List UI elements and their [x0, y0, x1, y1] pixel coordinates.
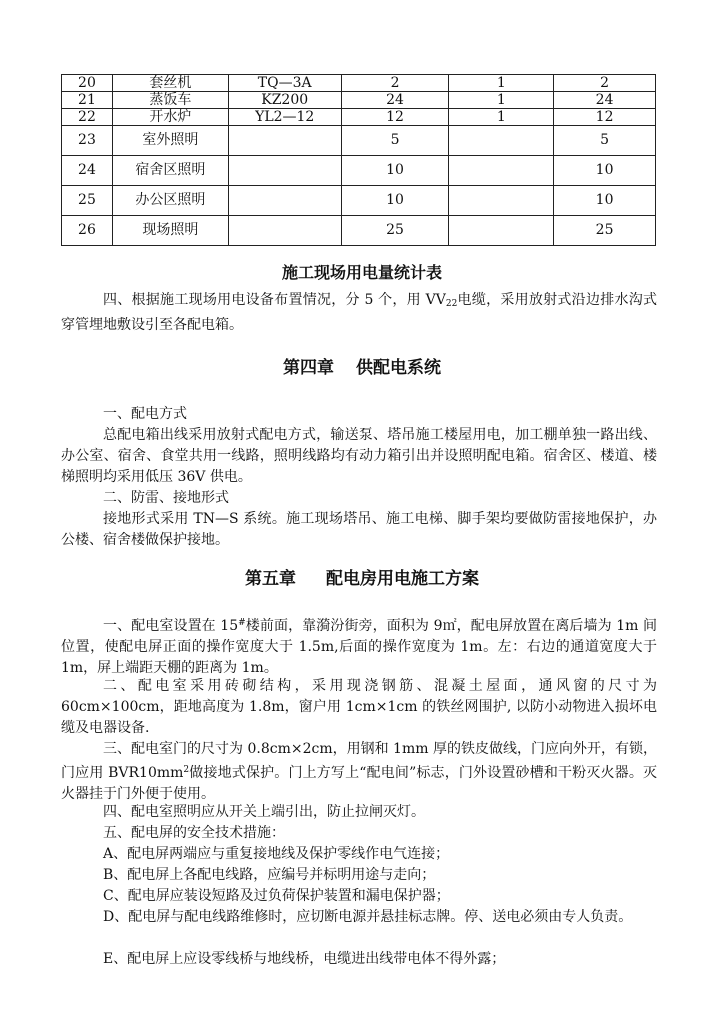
cell-qty2	[449, 126, 554, 156]
cell-total: 5	[554, 126, 656, 156]
cell-model	[228, 126, 341, 156]
list-item: B、配电屏上各配电线路，应编号并标明用途与走向；	[103, 867, 436, 883]
cell-qty2: 1	[449, 109, 554, 126]
cell-qty1: 5	[341, 126, 449, 156]
cell-no: 21	[62, 92, 113, 109]
cell-total: 12	[554, 109, 656, 126]
cell-total: 24	[554, 92, 656, 109]
table-row	[62, 75, 656, 92]
chapter-5-heading	[0, 567, 724, 591]
body-paragraph: 二、配电室采用砖砌结构，采用现浇钢筋、混凝土屋面，通风窗的尺寸为 60cm×100cm，距地高度为 1.8m，窗户用 1cm×1cm 的铁丝网围护, 以防小动物进入损坏电缆及电器设备.	[61, 678, 657, 736]
list-item: E、配电屏上应设零线桥与地线桥，电缆进出线带电体不得外露；	[103, 951, 506, 967]
list-item: A、配电屏两端应与重复接地线及保护零线作电气连接；	[103, 846, 450, 862]
cell-qty1: 25	[341, 216, 449, 246]
cell-name: 套丝机	[112, 75, 228, 92]
cell-no: 25	[62, 186, 113, 216]
table-row	[62, 92, 656, 109]
cell-model: TQ—3A	[228, 75, 341, 92]
cell-no: 26	[62, 216, 113, 246]
table-row	[62, 216, 656, 246]
cell-model: YL2—12	[228, 109, 341, 126]
body-paragraph: 接地形式采用 TN—S 系统。施工现场塔吊、施工电梯、脚手架均要做防雷接地保护，办公楼、宿舍楼做保护接地。	[61, 511, 657, 548]
cell-name: 蒸饭车	[112, 92, 228, 109]
section-heading: 二、防雷、接地形式	[103, 490, 229, 506]
table-row	[62, 126, 656, 156]
cell-qty2: 1	[449, 75, 554, 92]
table-caption: 施工现场用电量统计表	[281, 263, 442, 282]
chapter-title: 供配电系统	[356, 358, 441, 378]
body-paragraph: 一、配电室设置在 15#楼前面，靠漪汾街旁，面积为 9㎡，配电屏放置在离后墙为 1m 间位置，使配电屏正面的操作宽度大于 1.5m,后面的操作宽度为 1m。左：右边的通道宽度大于 1m，屏上端距天棚的距离为 1m。	[61, 618, 657, 676]
cell-no: 24	[62, 156, 113, 186]
cell-qty2	[449, 156, 554, 186]
cell-name: 室外照明	[112, 126, 228, 156]
cell-qty1: 24	[341, 92, 449, 109]
body-paragraph: 五、配电屏的安全技术措施：	[103, 825, 285, 841]
cell-total: 10	[554, 156, 656, 186]
cell-qty2: 1	[449, 92, 554, 109]
chapter-number: 第四章	[283, 358, 334, 378]
section-heading: 一、配电方式	[103, 406, 187, 422]
equipment-table	[61, 74, 656, 246]
cell-name: 办公区照明	[112, 186, 228, 216]
cell-qty1: 12	[341, 109, 449, 126]
cell-qty1: 10	[341, 186, 449, 216]
cell-name: 现场照明	[112, 216, 228, 246]
body-paragraph: 三、配电室门的尺寸为 0.8cm×2cm，用钢和 1mm 厚的铁皮做线，门应向外开，有锁，门应用 $BVR10mm^2$做接地式保护。门上方写上“配电间”标志，门外设置砂槽和干粉灭火器。灭火器挂于门外便于使用。	[61, 741, 657, 802]
cell-model: KZ200	[228, 92, 341, 109]
cell-total: 10	[554, 186, 656, 216]
cell-no: 23	[62, 126, 113, 156]
cell-model	[228, 156, 341, 186]
cell-no: 22	[62, 109, 113, 126]
body-paragraph: 总配电箱出线采用放射式配电方式，输送泵、塔吊施工楼屋用电，加工棚单独一路出线、办公室、宿舍、食堂共用一线路，照明线路均有动力箱引出并设照明配电箱。宿舍区、楼道、楼梯照明均采用低压 36V 供电。	[61, 427, 657, 485]
chapter-number: 第五章	[245, 569, 296, 589]
cell-name: 开水炉	[112, 109, 228, 126]
cell-no: 20	[62, 75, 113, 92]
cell-qty2	[449, 186, 554, 216]
table-row	[62, 156, 656, 186]
body-paragraph: 四、配电室照明应从开关上端引出，防止拉闸灭灯。	[103, 804, 425, 820]
chapter-title: 配电房用电施工方案	[326, 569, 479, 589]
list-item: D、配电屏与配电线路维修时，应切断电源并悬挂标志牌。停、送电必须由专人负责。	[103, 909, 633, 925]
cell-qty1: 2	[341, 75, 449, 92]
chapter-4-heading	[0, 356, 724, 380]
cell-name: 宿舍区照明	[112, 156, 228, 186]
table-row	[62, 109, 656, 126]
cell-model	[228, 216, 341, 246]
cell-total: 2	[554, 75, 656, 92]
intro-paragraph: 四、根据施工现场用电设备布置情况，分 5 个，用 $VV_{22}$电缆，采用放射式沿边排水沟式穿管埋地敷设引至各配电箱。	[61, 292, 658, 333]
cell-qty1: 10	[341, 156, 449, 186]
cell-total: 25	[554, 216, 656, 246]
cell-qty2	[449, 216, 554, 246]
table-row	[62, 186, 656, 216]
cell-model	[228, 186, 341, 216]
list-item: C、配电屏应装设短路及过负荷保护装置和漏电保护器；	[103, 888, 450, 904]
